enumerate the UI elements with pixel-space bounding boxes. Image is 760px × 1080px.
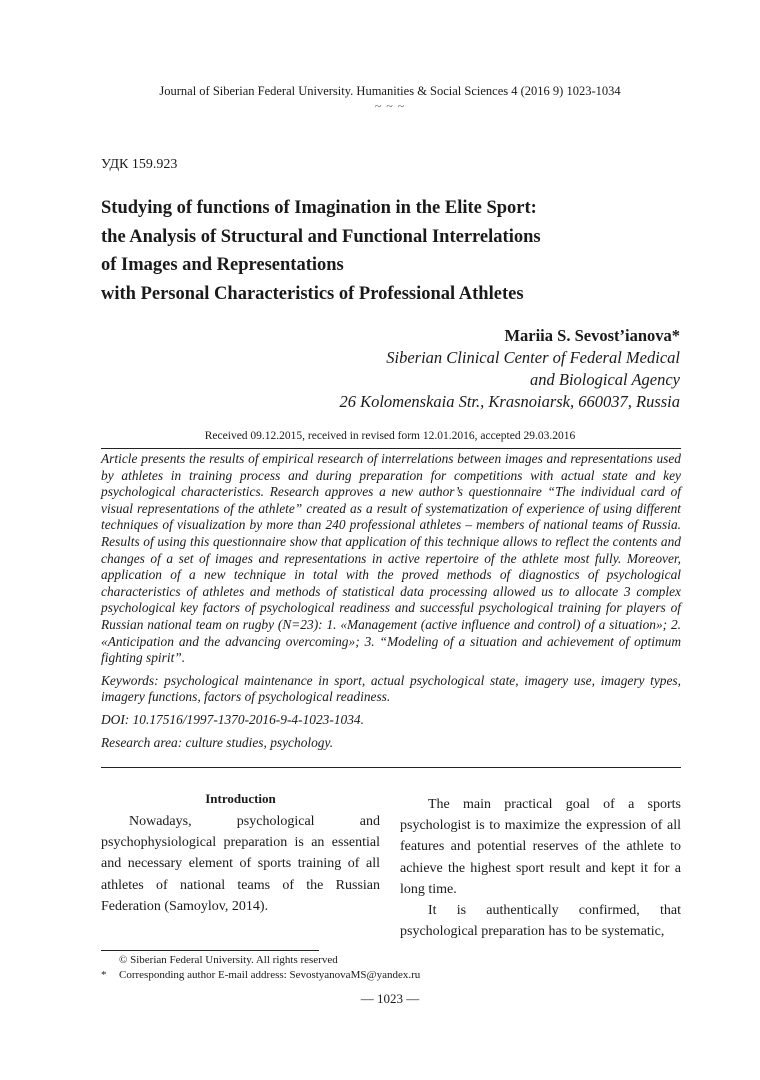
article-title <box>101 194 701 308</box>
page-number: — 1023 — <box>360 991 420 1006</box>
section-heading: Introduction <box>205 791 276 806</box>
body-paragraph: The main practical goal of a sports psychologist is to maximize the expression of all features and potential reserves of the athlete to achieve the highest sport result and kept it for a long time. <box>400 797 681 897</box>
footnote-corresponding <box>101 968 420 983</box>
udc-code: УДК 159.923 <box>101 157 178 172</box>
research-area: Research area: culture studies, psychology. <box>101 734 334 750</box>
asterisk-mark: * <box>101 969 107 981</box>
abstract-bottom-rule <box>101 767 681 768</box>
header-ornament: ~ ~ ~ <box>374 99 406 113</box>
footnote-rule <box>101 950 319 951</box>
keywords: Keywords: psychological maintenance in sport, actual psychological state, imagery use, imagery types, imagery functions, factors of psychological readiness. <box>101 672 681 705</box>
author-block <box>339 325 680 413</box>
abstract-text: Article presents the results of empirical research of interrelations between images and representations used by athletes in training process and during preparation for competitions with actual state and key psychological characteristics. Research approves a new author’s questionnaire “The individual card of visual representations of the athlete” created as a result of systematization of experience of using different techniques of visualization by more than 240 professional athletes – members of national teams of Russia. Results of using this questionnaire show that application of this technique allows to reflect the contents and changes of a set of images and representations in active repertoire of the athlete most fully. Moreover, application of a new technique in total with the proved methods of diagnostics of psychological characteristics of athletes and methods of statistical data processing allowed us to allocate 3 complex psychological key factors of psychological readiness and successful psychological training for players of Russian national team on rugby (N=23): 1. «Management (active influence and control) of a situation»; 2. «Anticipation and the advancing overcoming»; 3. “Modeling of a situation and achievement of optimum fighting spirit”. <box>101 451 681 666</box>
footnotes <box>101 953 420 983</box>
corresponding-author-text: Corresponding author E-mail address: SevostyanovaMS@yandex.ru <box>119 969 421 981</box>
body-paragraph: Nowadays, psychological and psychophysiological preparation is an essential and necessary element of sports training of all athletes of national teams of the Russian Federation (Samoylov, 2014). <box>101 814 380 914</box>
left-column <box>101 790 380 917</box>
affiliation-line: 26 Kolomenskaia Str., Krasnoiarsk, 660037, Russia <box>339 392 680 411</box>
title-line: Studying of functions of Imagination in the Elite Sport: <box>101 198 537 218</box>
title-line: the Analysis of Structural and Functional Interrelations <box>101 226 541 247</box>
abstract-block <box>101 451 681 757</box>
affiliation-line: Siberian Clinical Center of Federal Medical <box>386 348 680 367</box>
copyright-text: © Siberian Federal University. All rights reserved <box>119 954 338 966</box>
doi: DOI: 10.17516/1997-1370-2016-9-4-1023-1034. <box>101 711 364 727</box>
title-line: with Personal Characteristics of Professional Athletes <box>101 283 524 304</box>
footnote-copyright <box>101 953 420 968</box>
journal-header: Journal of Siberian Federal University. Humanities & Social Sciences 4 (2016 9) 1023-1034 <box>159 84 621 98</box>
abstract-top-rule <box>101 448 681 449</box>
author-name: Mariia S. Sevost’ianova* <box>504 326 680 345</box>
affiliation-line: and Biological Agency <box>530 370 680 389</box>
body-paragraph: It is authentically confirmed, that psychological preparation has to be systematic, <box>400 903 681 940</box>
title-line: of Images and Representations <box>101 255 344 275</box>
received-dates: Received 09.12.2015, received in revised form 12.01.2016, accepted 29.03.2016 <box>204 430 576 442</box>
right-column <box>400 794 681 942</box>
